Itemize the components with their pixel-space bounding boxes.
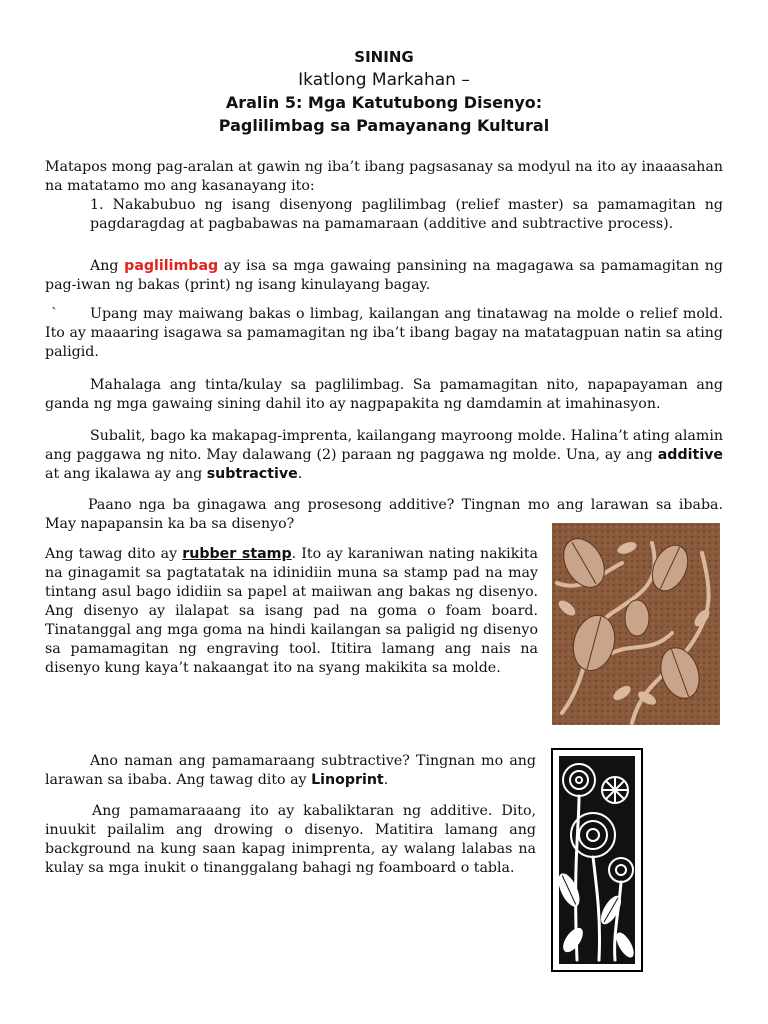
carved-stamp-illustration <box>552 523 720 725</box>
linoprint-paragraph: Ang pamamaraaang ito ay kabaliktaran ng additive. Dito, inuukit pailalim ang drowing o disenyo. Matitira lamang ang background na kung saan kapag inimprenta, ay walang lalabas na kulay sa mga inukit o tinanggalang bahagi ng foamboard o tabla. <box>45 803 536 876</box>
rubber-stamp-term: rubber stamp <box>182 546 292 562</box>
relief-mold-paragraph <box>45 305 723 362</box>
quarter-subtitle: Ikatlong Markahan – <box>298 70 470 90</box>
p1-post: ay isa sa mga gawaing pansining na magagawa sa pamamagitan ng pag-iwan ng bakas (print) ng isang kinulayang bagay. <box>45 258 724 293</box>
backtick-mark: ` <box>51 306 59 322</box>
p7-post: . <box>383 772 389 788</box>
lesson-title-line1: Aralin 5: Mga Katutubong Disenyo: <box>225 93 543 112</box>
p4-mid: at ang ikalawa ay ang <box>45 466 207 482</box>
lesson-title-line2: Paglilimbag sa Pamayanang Kultural <box>218 116 550 135</box>
intro-paragraph: Matapos mong pag-aralan at gawin ng iba’t ibang pagsasanay sa modyul na ito ay inaaasahan na matatamo mo ang kasanayang ito: <box>45 159 723 194</box>
objective-item: 1. Nakabubuo ng isang disenyong paglilimbag (relief master) sa pamamagitan ng pagdaragdag at pagbabawas na pamamaraan (additive and subtractive process). <box>90 197 723 232</box>
subtractive-question-paragraph <box>45 752 536 790</box>
p2-text: Upang may maiwang bakas o limbag, kailangan ang tinatawag na molde o relief mold. Ito ay maaaring isagawa sa pamamagitan ng iba’t ibang bagay na matatagpuan natin sa ating paligid. <box>45 306 723 360</box>
linoprint-flower-illustration <box>553 750 641 970</box>
linoprint-image <box>551 748 643 972</box>
additive-question-paragraph: Paano nga ba ginagawa ang prosesong additive? Tingnan mo ang larawan sa ibaba. May napapansin ka ba sa disenyo? <box>45 497 723 532</box>
p1-pre: Ang <box>90 258 125 274</box>
paglilimbag-term: paglilimbag <box>124 258 219 274</box>
linoprint-term: Linoprint <box>311 772 384 788</box>
p6-post: . Ito ay karaniwan nating nakikita na ginagamit sa pagtatatak na idinidiin muna sa stamp pad na may tintang asul bago ididiin sa papel at maiiwan ang bakas ng disenyo. Ang disenyo ay ilalapat sa isang pad na goma o foam board. Tinatanggal ang mga goma na hindi kailangan sa paligid ng disenyo sa pamamagitan ng engraving tool. Ititira lamang ang nais na disenyo kung kaya’t nakaangat ito na syang makikita sa molde. <box>45 546 539 676</box>
subtractive-term: subtractive <box>206 466 298 482</box>
rubber-stamp-image <box>552 523 720 725</box>
p6-pre: Ang tawag dito ay <box>45 546 183 562</box>
molde-paragraph <box>45 427 723 484</box>
rubber-stamp-paragraph <box>45 545 538 678</box>
additive-term: additive <box>657 447 723 463</box>
p7-pre: Ano naman ang pamamaraang subtractive? Tingnan mo ang larawan sa ibaba. Ang tawag dito ay <box>45 753 536 788</box>
p4-post: . <box>297 466 303 482</box>
subject-title: SINING <box>354 48 414 66</box>
p4-pre: Subalit, bago ka makapag-imprenta, kailangang mayroong molde. Halina’t ating alamin ang paggawa ng nito. May dalawang (2) paraan ng paggawa ng molde. Una, ay ang <box>45 428 723 463</box>
tinta-paragraph: Mahalaga ang tinta/kulay sa paglilimbag. Sa pamamagitan nito, napapayaman ang ganda ng mga gawaing sining dahil ito ay nagpapakita ng damdamin at imahinasyon. <box>45 377 723 412</box>
paglilimbag-paragraph <box>45 257 723 295</box>
